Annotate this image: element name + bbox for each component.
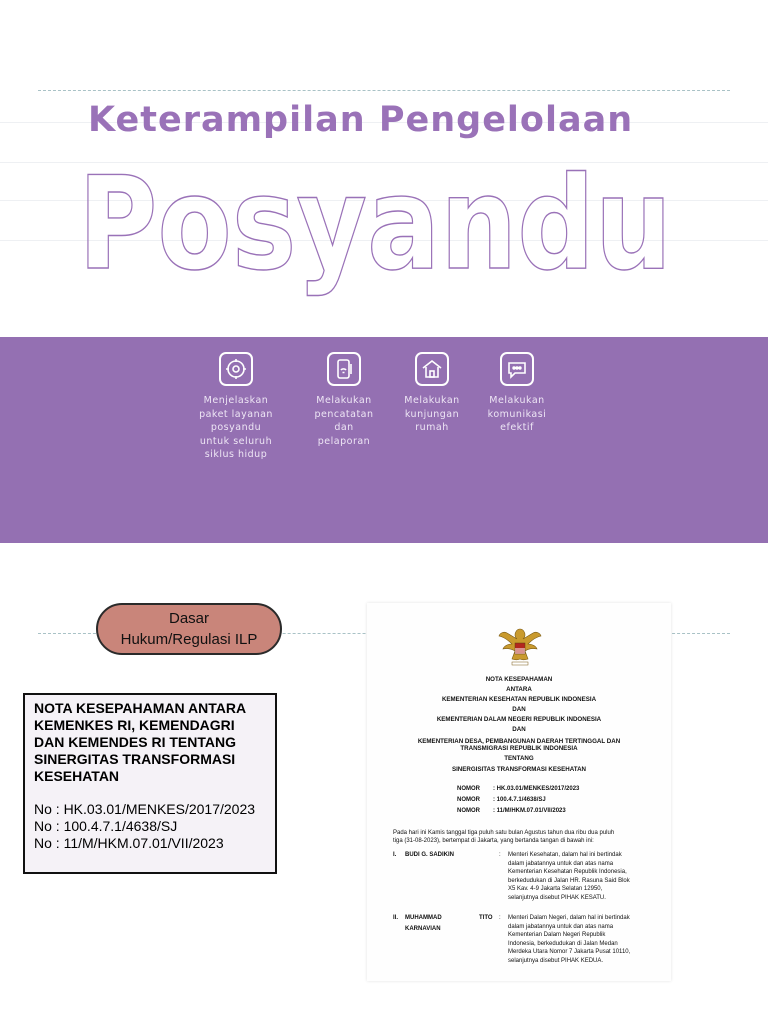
doc-text-line: selanjutnya disebut PIHAK KEDUA. (508, 957, 604, 964)
page-subtitle: Keterampilan Pengelolaan (88, 100, 634, 140)
doc-text-line: dalam jabatannya untuk dan atas nama (508, 923, 614, 930)
doc-line: KEMENTERIAN KESEHATAN REPUBLIK INDONESIA (441, 696, 597, 703)
doc-text-line: berkedudukan di Jalan HR. Rasuna Said Blok (508, 877, 630, 884)
doc-nomor-label: NOMOR (457, 786, 480, 792)
feature-label-line: siklus hidup (204, 449, 268, 460)
doc-text-line: Indonesia, berkedudukan di Jalan Medan (508, 940, 618, 947)
feature-label-line: Melakukan (489, 395, 545, 406)
doc-colon: : (499, 915, 501, 921)
doc-text-line: dalam jabatannya untuk dan atas nama (508, 860, 614, 867)
feature-label-line: rumah (415, 422, 449, 433)
doc-signatory-name: BUDI G. SADIKIN (405, 852, 455, 858)
nota-number: No : HK.03.01/MENKES/2017/2023 (34, 801, 256, 817)
doc-line: ANTARA (506, 686, 532, 693)
doc-nomor-value: : HK.03.01/MENKES/2017/2023 (493, 786, 580, 792)
doc-title: NOTA KESEPAHAMAN (485, 676, 553, 683)
doc-signatory-num: I. (393, 852, 397, 858)
doc-text-line: Kementerian Dalam Negeri Republik (508, 932, 606, 939)
feature-label-line: komunikasi (487, 408, 547, 420)
home-visit-icon (415, 352, 449, 386)
doc-text-line: Menteri Kesehatan, dalam hal ini bertindak (508, 852, 622, 858)
doc-signatory-num: II. (393, 915, 399, 921)
feature-label-line: efektif (500, 422, 534, 433)
nota-number: No : 11/M/HKM.07.01/VII/2023 (34, 835, 224, 851)
cycle-settings-icon (219, 352, 253, 386)
doc-signatory-name: TITO (479, 915, 493, 921)
feature-communication (478, 352, 556, 435)
doc-signatory-name: MUHAMMAD (405, 915, 442, 921)
doc-line: KEMENTERIAN DESA, PEMBANGUNAN DAERAH TERTINGGAL DAN (417, 738, 621, 745)
feature-label-line: untuk seluruh (199, 435, 273, 447)
doc-text-line: Merdeka Utara Nomor 7 Jakarta Pusat 10110, (508, 949, 631, 956)
feature-label-line: pencatatan (314, 408, 374, 420)
feature-recording-reporting (305, 352, 383, 448)
page-title: Posyandu (78, 150, 672, 299)
doc-intro-line: Pada hari ini Kamis tanggal tiga puluh satu bulan Agustus tahun dua ribu dua puluh (393, 830, 615, 836)
doc-signatory-text (508, 851, 648, 903)
top-divider-line (38, 90, 730, 91)
doc-nomor-value: : 100.4.7.1/4638/SJ (493, 797, 546, 803)
doc-signatory-name: KARNAVIAN (405, 926, 441, 932)
nota-number: No : 100.4.7.1/4638/SJ (34, 818, 178, 834)
doc-line: DAN (512, 706, 526, 713)
legal-basis-label (96, 603, 282, 655)
feature-label-line: Melakukan (404, 395, 460, 406)
doc-nomor-label: NOMOR (457, 808, 480, 814)
doc-text-line: selanjutnya disebut PIHAK KESATU. (508, 894, 606, 901)
chat-bubble-icon (500, 352, 534, 386)
garuda-emblem-icon (495, 621, 545, 671)
feature-service-package (197, 352, 275, 462)
feature-home-visit (393, 352, 471, 435)
doc-signatory-text (508, 914, 648, 966)
nota-kesepahaman-box (23, 693, 277, 874)
page-title-outline (70, 150, 690, 300)
feature-label-line: paket layanan (199, 408, 273, 420)
feature-label-line: dan (334, 422, 354, 433)
doc-nomor-label: NOMOR (457, 797, 480, 803)
doc-line: DAN (512, 726, 526, 733)
doc-intro-line: tiga (31-08-2023), bertempat di Jakarta, yang bertanda tangan di bawah ini: (393, 838, 594, 844)
feature-label-line: posyandu (210, 422, 262, 433)
doc-colon: : (499, 852, 501, 858)
doc-text-line: Menteri Dalam Negeri, dalam hal ini bertindak (508, 915, 630, 921)
feature-label-line: Melakukan (316, 395, 372, 406)
nota-heading: NOTA KESEPAHAMAN ANTARA KEMENKES RI, KEMENDAGRI DAN KEMENDES RI TENTANG SINERGITAS TRANSFORMASI KESEHATAN (34, 700, 246, 784)
feature-label-line: pelaporan (317, 435, 371, 447)
doc-text-line: Kementerian Kesehatan Republik Indonesia, (508, 869, 627, 876)
doc-text-line: X5 Kav. 4-9 Jakarta Selatan 12950, (508, 886, 603, 893)
memorandum-document-scan (367, 603, 671, 981)
doc-line: KEMENTERIAN DALAM NEGERI REPUBLIK INDONESIA (436, 716, 602, 723)
doc-nomor-value: : 11/M/HKM.07.01/VII/2023 (493, 808, 566, 814)
mobile-report-icon (327, 352, 361, 386)
legal-basis-line: Dasar (168, 610, 209, 627)
feature-label-line: kunjungan (404, 408, 460, 420)
doc-line: TRANSMIGRASI REPUBLIK INDONESIA (460, 745, 578, 752)
doc-line: TENTANG (504, 755, 534, 762)
doc-line: SINERGISITAS TRANSFORMASI KESEHATAN (451, 766, 587, 773)
legal-basis-line: Hukum/Regulasi ILP (120, 631, 258, 648)
feature-label-line: Menjelaskan (203, 395, 269, 406)
features-band (0, 337, 768, 543)
